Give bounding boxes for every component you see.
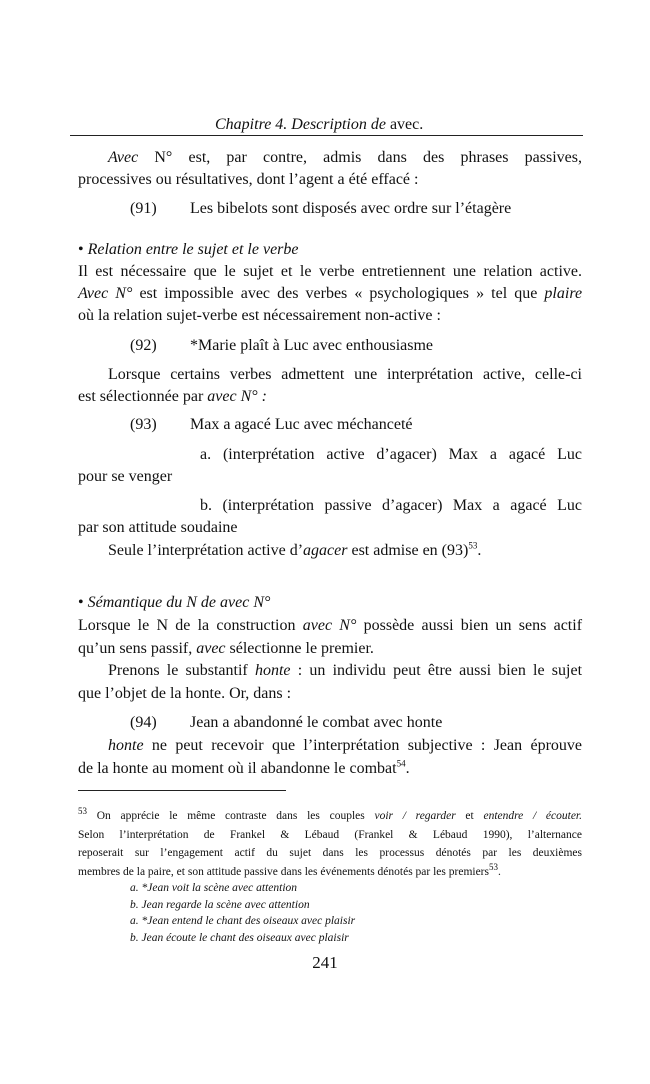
text: : un individu peut être aussi bien le sujet (297, 662, 583, 679)
paragraph-line (78, 387, 582, 407)
text: b. (interprétation passive d’agacer) Max a agacé Luc (200, 497, 582, 514)
text: honte (108, 737, 144, 754)
paragraph-line (108, 148, 582, 168)
text: agacer (303, 542, 348, 559)
text: Prenons le substantif (108, 662, 248, 679)
text: est admise en (93) (351, 542, 469, 559)
text: possède aussi bien un sens actif (363, 617, 583, 634)
paragraph-line: où la relation sujet-verbe est nécessairement non-active : (78, 307, 441, 324)
paragraph-line: que l’objet de la honte. Or, dans : (78, 685, 292, 702)
text: a. (interprétation active d’agacer) Max a agacé Luc (200, 446, 582, 463)
paragraph-line (78, 284, 582, 304)
header-rule (70, 135, 583, 136)
text: entendre / écouter. (483, 810, 583, 822)
text: plaire (544, 285, 583, 302)
text: . (405, 760, 410, 777)
text: ne peut recevoir que l’interprétation subjective : Jean éprouve (151, 737, 583, 754)
section-heading (78, 240, 582, 260)
text: est impossible avec des verbes « psychologiques » tel que (139, 285, 538, 302)
footnote-line (78, 846, 582, 861)
text: avec N° : (207, 388, 267, 405)
text: est sélectionnée par (78, 388, 204, 405)
paragraph-line (108, 661, 582, 681)
example-93b-cont: par son attitude soudaine (78, 519, 238, 536)
text: Lorsque certains verbes admettent une interprétation active, celle-ci (108, 366, 582, 383)
footnote-line (78, 862, 582, 880)
paragraph-line (78, 262, 582, 282)
text: voir / regarder (374, 810, 456, 822)
footnote-example: b. Jean écoute le chant des oiseaux avec plaisir (130, 932, 349, 944)
bullet: • (78, 241, 84, 258)
footnote-ref[interactable]: 53 (489, 862, 498, 873)
text: honte (254, 662, 291, 679)
text: et (465, 810, 474, 822)
footnote-example: a. *Jean entend le chant des oiseaux avec plaisir (130, 915, 356, 927)
paragraph-line (78, 616, 582, 636)
paragraph-line (78, 759, 582, 779)
footnote-example: a. *Jean voit la scène avec attention (130, 882, 298, 894)
header-roman: avec. (389, 116, 424, 133)
example-94-text: Jean a abandonné le combat avec honte (190, 714, 443, 731)
bullet: • (78, 594, 84, 611)
footnote-example: b. Jean regarde la scène avec attention (130, 899, 310, 911)
section-title: Relation entre le sujet et le verbe (87, 241, 299, 258)
text: . (477, 542, 482, 559)
text: N° est, par contre, admis dans des phrases passives, (154, 149, 583, 166)
example-number: (93) (130, 416, 157, 433)
footnote-line (78, 828, 582, 843)
text: Il est nécessaire que le sujet et le verbe entretiennent une relation active. (78, 263, 582, 280)
text: qu’un sens passif, (78, 640, 193, 657)
text: avec N° (302, 617, 357, 634)
text: Avec (108, 149, 139, 166)
example-number: (91) (130, 200, 157, 217)
example-93-text: Max a agacé Luc avec méchanceté (190, 416, 413, 433)
text: sélectionne le premier. (229, 640, 374, 657)
text: Avec N° (78, 285, 133, 302)
text: reposerait sur l’engagement actif du sujet dans les processus dénotés par les deuxièmes (78, 847, 582, 859)
section-title: Sémantique du N de avec N° (87, 594, 271, 611)
text: Selon l’interprétation de Frankel & Lébaud (Frankel & Lébaud 1990), l’alternance (78, 829, 582, 841)
example-93a-cont: pour se venger (78, 468, 173, 485)
paragraph-line: processives ou résultatives, dont l’agent a été effacé : (78, 171, 419, 188)
footnote-ref[interactable]: 53 (468, 540, 478, 551)
paragraph-line (108, 365, 582, 385)
footnote-rule (78, 790, 286, 791)
running-header (215, 115, 515, 135)
example-number: (92) (130, 337, 157, 354)
text: Lorsque le N de la construction (78, 617, 296, 634)
paragraph-line (78, 639, 582, 659)
section-heading (78, 593, 582, 613)
header-italic: Chapitre 4. Description de (215, 116, 386, 133)
example-91-text: Les bibelots sont disposés avec ordre sur l’étagère (190, 200, 512, 217)
page-number: 241 (312, 953, 338, 972)
footnote-line (78, 806, 583, 824)
text: avec (196, 640, 226, 657)
example-93a (200, 445, 582, 465)
text: membres de la paire, et son attitude passive dans les événements dénotés par les premiers (78, 866, 489, 878)
footnote-number: 53 (78, 806, 87, 817)
text: On apprécie le même contraste dans les couples (96, 810, 365, 822)
footnote-ref[interactable]: 54 (396, 758, 406, 769)
paragraph-line (108, 541, 612, 561)
example-92-text: *Marie plaît à Luc avec enthousiasme (190, 337, 434, 354)
text: Seule l’interprétation active d’ (108, 542, 304, 559)
text: . (498, 866, 501, 878)
example-number: (94) (130, 714, 157, 731)
paragraph-line (108, 736, 582, 756)
text: de la honte au moment où il abandonne le combat (78, 760, 397, 777)
example-93b (200, 496, 582, 516)
